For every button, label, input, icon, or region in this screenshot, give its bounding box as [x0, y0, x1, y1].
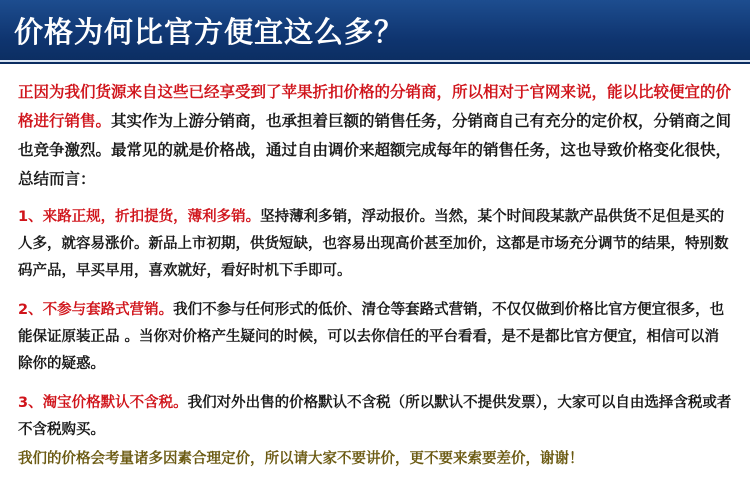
point-item-1: [18, 204, 732, 285]
intro-highlight: 正因为我们货源来自这些已经享受到了苹果折扣价格的分销商，所以相对于官网来说，能以比较便宜的价格进行销售。: [18, 83, 732, 130]
point-text-3: 我们对外出售的价格默认不含税（所以默认不提供发票），大家可以自由选择含税或者不含税购买。: [18, 395, 732, 438]
intro-paragraph: [18, 78, 732, 194]
point-text-1: 坚持薄利多销，浮动报价。当然，某个时间段某款产品供货不足但是买的人多，就容易涨价。新品上市初期，供货短缺，也容易出现高价甚至加价，这都是市场充分调节的结果，特别数码产品，早买早用，喜欢就好，看好时机下手即可。: [18, 209, 729, 279]
page-title: 价格为何比官方便宜这么多？: [14, 15, 405, 49]
point-heading-3: 3、淘宝价格默认不含税。: [18, 395, 188, 411]
content-body: [0, 64, 750, 473]
header-banner: [0, 0, 750, 64]
point-item-2: [18, 297, 732, 378]
point-item-3: [18, 390, 732, 444]
footer-note: 我们的价格会考量诸多因素合理定价，所以请大家不要讲价，更不要来索要差价，谢谢！: [18, 451, 584, 467]
header-divider: [0, 60, 750, 62]
point-heading-1: 1、来路正规，折扣提货，薄利多销。: [18, 209, 261, 225]
intro-text: 其实作为上游分销商，也承担着巨额的销售任务，分销商自己有充分的定价权，分销商之间也竞争激烈。最常见的就是价格战，通过自由调价来超额完成每年的销售任务，这也导致价格变化很快，总结而言：: [18, 112, 732, 188]
point-text-2: 我们不参与任何形式的低价、清仓等套路式营销，不仅仅做到价格比官方便宜很多，也能保证原装正品 。当你对价格产生疑问的时候，可以去你信任的平台看看，是不是都比官方便宜，相信可以消除你的疑惑。: [18, 302, 725, 372]
point-heading-2: 2、不参与套路式营销。: [18, 302, 174, 318]
